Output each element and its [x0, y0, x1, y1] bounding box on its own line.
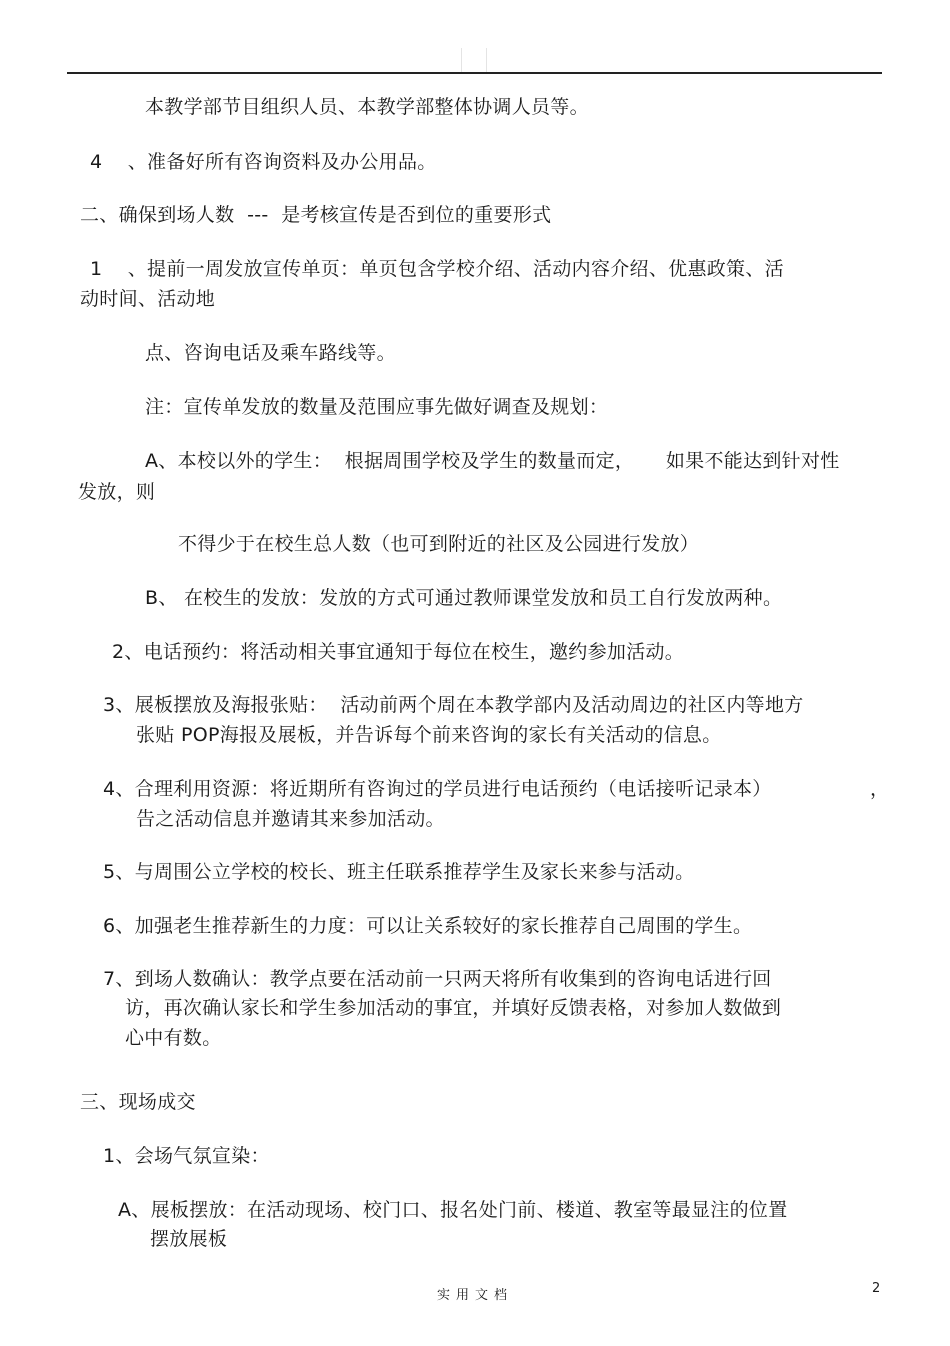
text-line: 本教学部节目组织人员、本教学部整体协调人员等。 — [145, 96, 589, 118]
text-line: 心中有数。 — [125, 1027, 222, 1049]
header-tick-right — [486, 48, 487, 72]
text-line: 告之活动信息并邀请其来参加活动。 — [136, 808, 445, 830]
text-line: 3、展板摆放及海报张贴： 活动前两个周在本教学部内及活动周边的社区内等地方 — [103, 694, 804, 716]
text-line: 发放，则 — [78, 481, 156, 503]
header-tick-left — [461, 48, 462, 72]
text-line: 1、会场气氛宣染： — [103, 1145, 270, 1167]
text-line: 1 、提前一周发放宣传单页：单页包含学校介绍、活动内容介绍、优惠政策、活 — [90, 258, 784, 280]
text-line: 摆放展板 — [150, 1228, 228, 1250]
text-line: 4 、准备好所有咨询资料及办公用品。 — [90, 151, 437, 173]
text-line: 张贴 POP海报及展板，并告诉每个前来咨询的家长有关活动的信息。 — [136, 724, 722, 746]
section-heading: 二、确保到场人数 --- 是考核宣传是否到位的重要形式 — [80, 204, 552, 226]
text-line: 7、到场人数确认：教学点要在活动前一只两天将所有收集到的咨询电话进行回 — [103, 968, 772, 990]
text-line: 点、咨询电话及乘车路线等。 — [145, 342, 396, 364]
text-line: 2、电话预约：将活动相关事宜通知于每位在校生，邀约参加活动。 — [112, 641, 685, 663]
section-heading: 三、现场成交 — [80, 1091, 196, 1113]
text-line: ， — [870, 778, 890, 800]
text-line: 访，再次确认家长和学生参加活动的事宜，并填好反馈表格，对参加人数做到 — [125, 997, 782, 1019]
text-line: B、 在校生的发放：发放的方式可通过教师课堂发放和员工自行发放两种。 — [145, 587, 783, 609]
text-line: 注：宣传单发放的数量及范围应事先做好调查及规划： — [145, 396, 609, 418]
text-line: 动时间、活动地 — [80, 288, 216, 310]
text-line: 4、合理利用资源：将近期所有咨询过的学员进行电话预约（电话接听记录本） — [103, 778, 772, 800]
text-line: 不得少于在校生总人数（也可到附近的社区及公园进行发放） — [178, 533, 700, 555]
footer-label: 实用文档 — [436, 1288, 513, 1303]
text-line: 6、加强老生推荐新生的力度：可以让关系较好的家长推荐自己周围的学生。 — [103, 915, 753, 937]
text-line: A、本校以外的学生： 根据周围学校及学生的数量而定， 如果不能达到针对性 — [145, 450, 840, 472]
text-line: 5、与周围公立学校的校长、班主任联系推荐学生及家长来参与活动。 — [103, 861, 695, 883]
text-line: A、展板摆放：在活动现场、校门口、报名处门前、楼道、教室等最显注的位置 — [118, 1199, 788, 1221]
header-rule — [67, 72, 882, 74]
page-number: 2 — [872, 1281, 881, 1296]
